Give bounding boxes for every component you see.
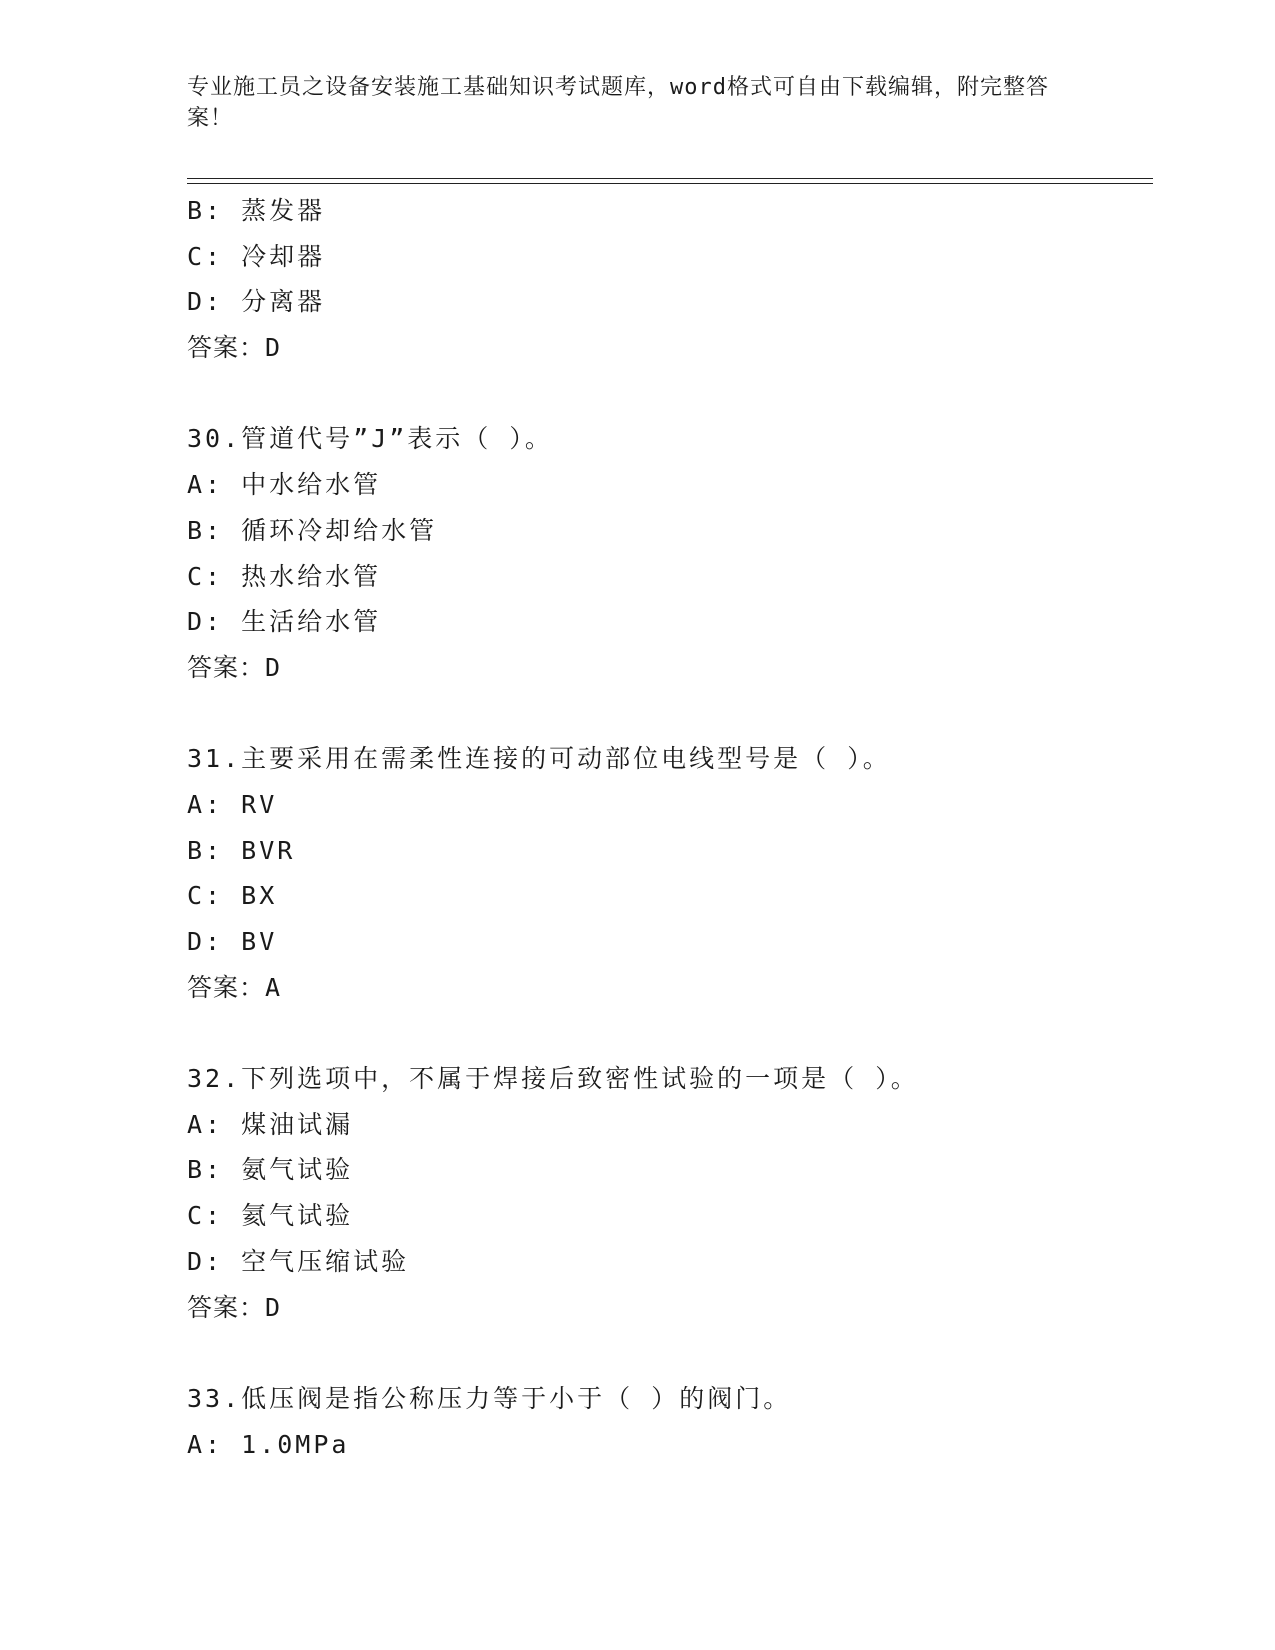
option-a: A: 煤油试漏 (187, 1109, 354, 1139)
question-stem: 32.下列选项中，不属于焊接后致密性试验的一项是（ ）。 (187, 1064, 919, 1094)
question-stem: 33.低压阀是指公称压力等于小于（ ）的阀门。 (187, 1383, 792, 1413)
option-a: A: RV (187, 789, 278, 819)
option-b: B: 循环冷却给水管 (187, 515, 438, 545)
spacer (187, 1330, 1153, 1376)
question-stem: 30.管道代号”J”表示（ ）。 (187, 424, 553, 454)
option-d: D: BV (187, 927, 278, 956)
answer-line: 答案：D (187, 652, 282, 682)
option-d: D: 生活给水管 (187, 607, 382, 637)
question-block-prev (187, 188, 1153, 371)
option-d: D: 空气压缩试验 (187, 1246, 410, 1276)
answer-line: 答案：D (187, 1292, 282, 1322)
question-block-32 (187, 1056, 1153, 1330)
question-stem: 31.主要采用在需柔性连接的可动部位电线型号是（ ）。 (187, 744, 891, 774)
document-header: 专业施工员之设备安装施工基础知识考试题库，word格式可自由下载编辑，附完整答案！ (187, 75, 1049, 131)
option-a: A: 中水给水管 (187, 470, 382, 500)
question-block-31 (187, 736, 1153, 1010)
option-c: C: BX (187, 881, 278, 911)
header-divider-top (187, 178, 1153, 179)
question-block-33 (187, 1376, 1153, 1467)
answer-line: 答案：D (187, 333, 282, 363)
spacer (187, 1010, 1153, 1056)
answer-line: 答案：A (187, 972, 282, 1002)
spacer (187, 371, 1153, 417)
question-list (187, 188, 1153, 1467)
option-b: B: 蒸发器 (187, 196, 326, 225)
question-block-30 (187, 416, 1153, 690)
option-c: C: 氦气试验 (187, 1201, 354, 1231)
header-divider-bottom (187, 183, 1153, 184)
option-c: C: 热水给水管 (187, 561, 382, 591)
option-b: B: BVR (187, 835, 296, 865)
spacer (187, 691, 1153, 737)
option-a: A: 1.0MPa (187, 1429, 350, 1459)
option-b: B: 氨气试验 (187, 1155, 354, 1185)
option-d: D: 分离器 (187, 287, 326, 317)
option-c: C: 冷却器 (187, 241, 326, 271)
